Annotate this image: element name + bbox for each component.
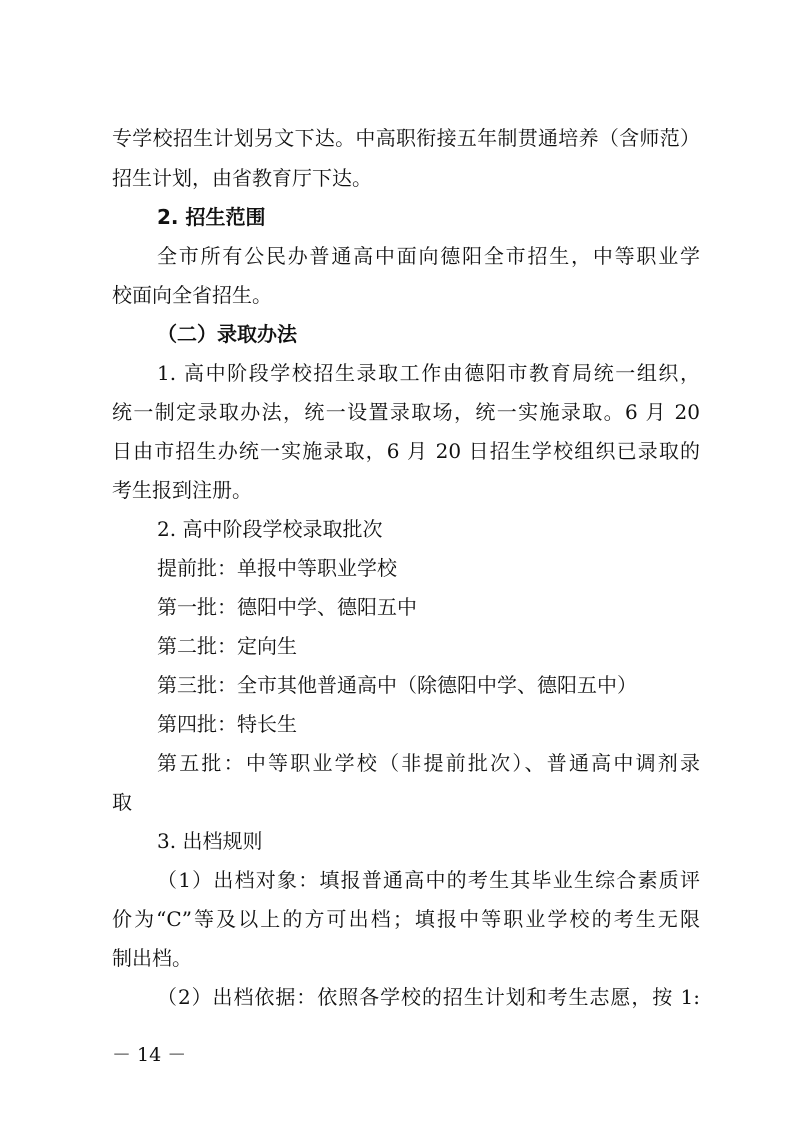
paragraph-line: 制出档。: [112, 946, 192, 970]
paragraph-line: 3. 出档规则: [157, 829, 263, 853]
list-item: 提前批：单报中等职业学校: [157, 556, 397, 580]
paragraph-line: 1. 高中阶段学校招生录取工作由德阳市教育局统一组织，: [157, 361, 700, 385]
paragraph-line: 价为“C”等及以上的方可出档；填报中等职业学校的考生无限: [112, 907, 700, 931]
section-heading: 2. 招生范围: [157, 205, 266, 229]
paragraph-line: 招生计划，由省教育厅下达。: [112, 166, 372, 190]
paragraph-line: 取: [112, 790, 132, 814]
paragraph-line: 日由市招生办统一实施录取，6 月 20 日招生学校组织已录取的: [112, 439, 700, 463]
paragraph-line: 2. 高中阶段学校录取批次: [157, 517, 383, 541]
paragraph-line: 全市所有公民办普通高中面向德阳全市招生，中等职业学: [157, 244, 700, 268]
paragraph-line: 校面向全省招生。: [112, 283, 272, 307]
paragraph-line: 专学校招生计划另文下达。中高职衔接五年制贯通培养（含师范）: [112, 126, 700, 150]
page-number: － 14 －: [112, 1044, 187, 1066]
list-item: 第一批：德阳中学、德阳五中: [157, 595, 417, 619]
paragraph-line: 考生报到注册。: [112, 478, 252, 502]
list-item: 第三批：全市其他普通高中（除德阳中学、德阳五中）: [157, 673, 637, 697]
section-heading: （二）录取办法: [157, 322, 297, 346]
list-item: 第二批：定向生: [157, 634, 297, 658]
paragraph-line: （2）出档依据：依照各学校的招生计划和考生志愿，按 1:: [157, 985, 700, 1009]
paragraph-line: （1）出档对象：填报普通高中的考生其毕业生综合素质评: [157, 868, 700, 892]
paragraph-line: 统一制定录取办法，统一设置录取场，统一实施录取。6 月 20: [112, 400, 700, 424]
list-item: 第四批：特长生: [157, 712, 297, 736]
list-item: 第五批：中等职业学校（非提前批次）、普通高中调剂录: [157, 751, 700, 775]
